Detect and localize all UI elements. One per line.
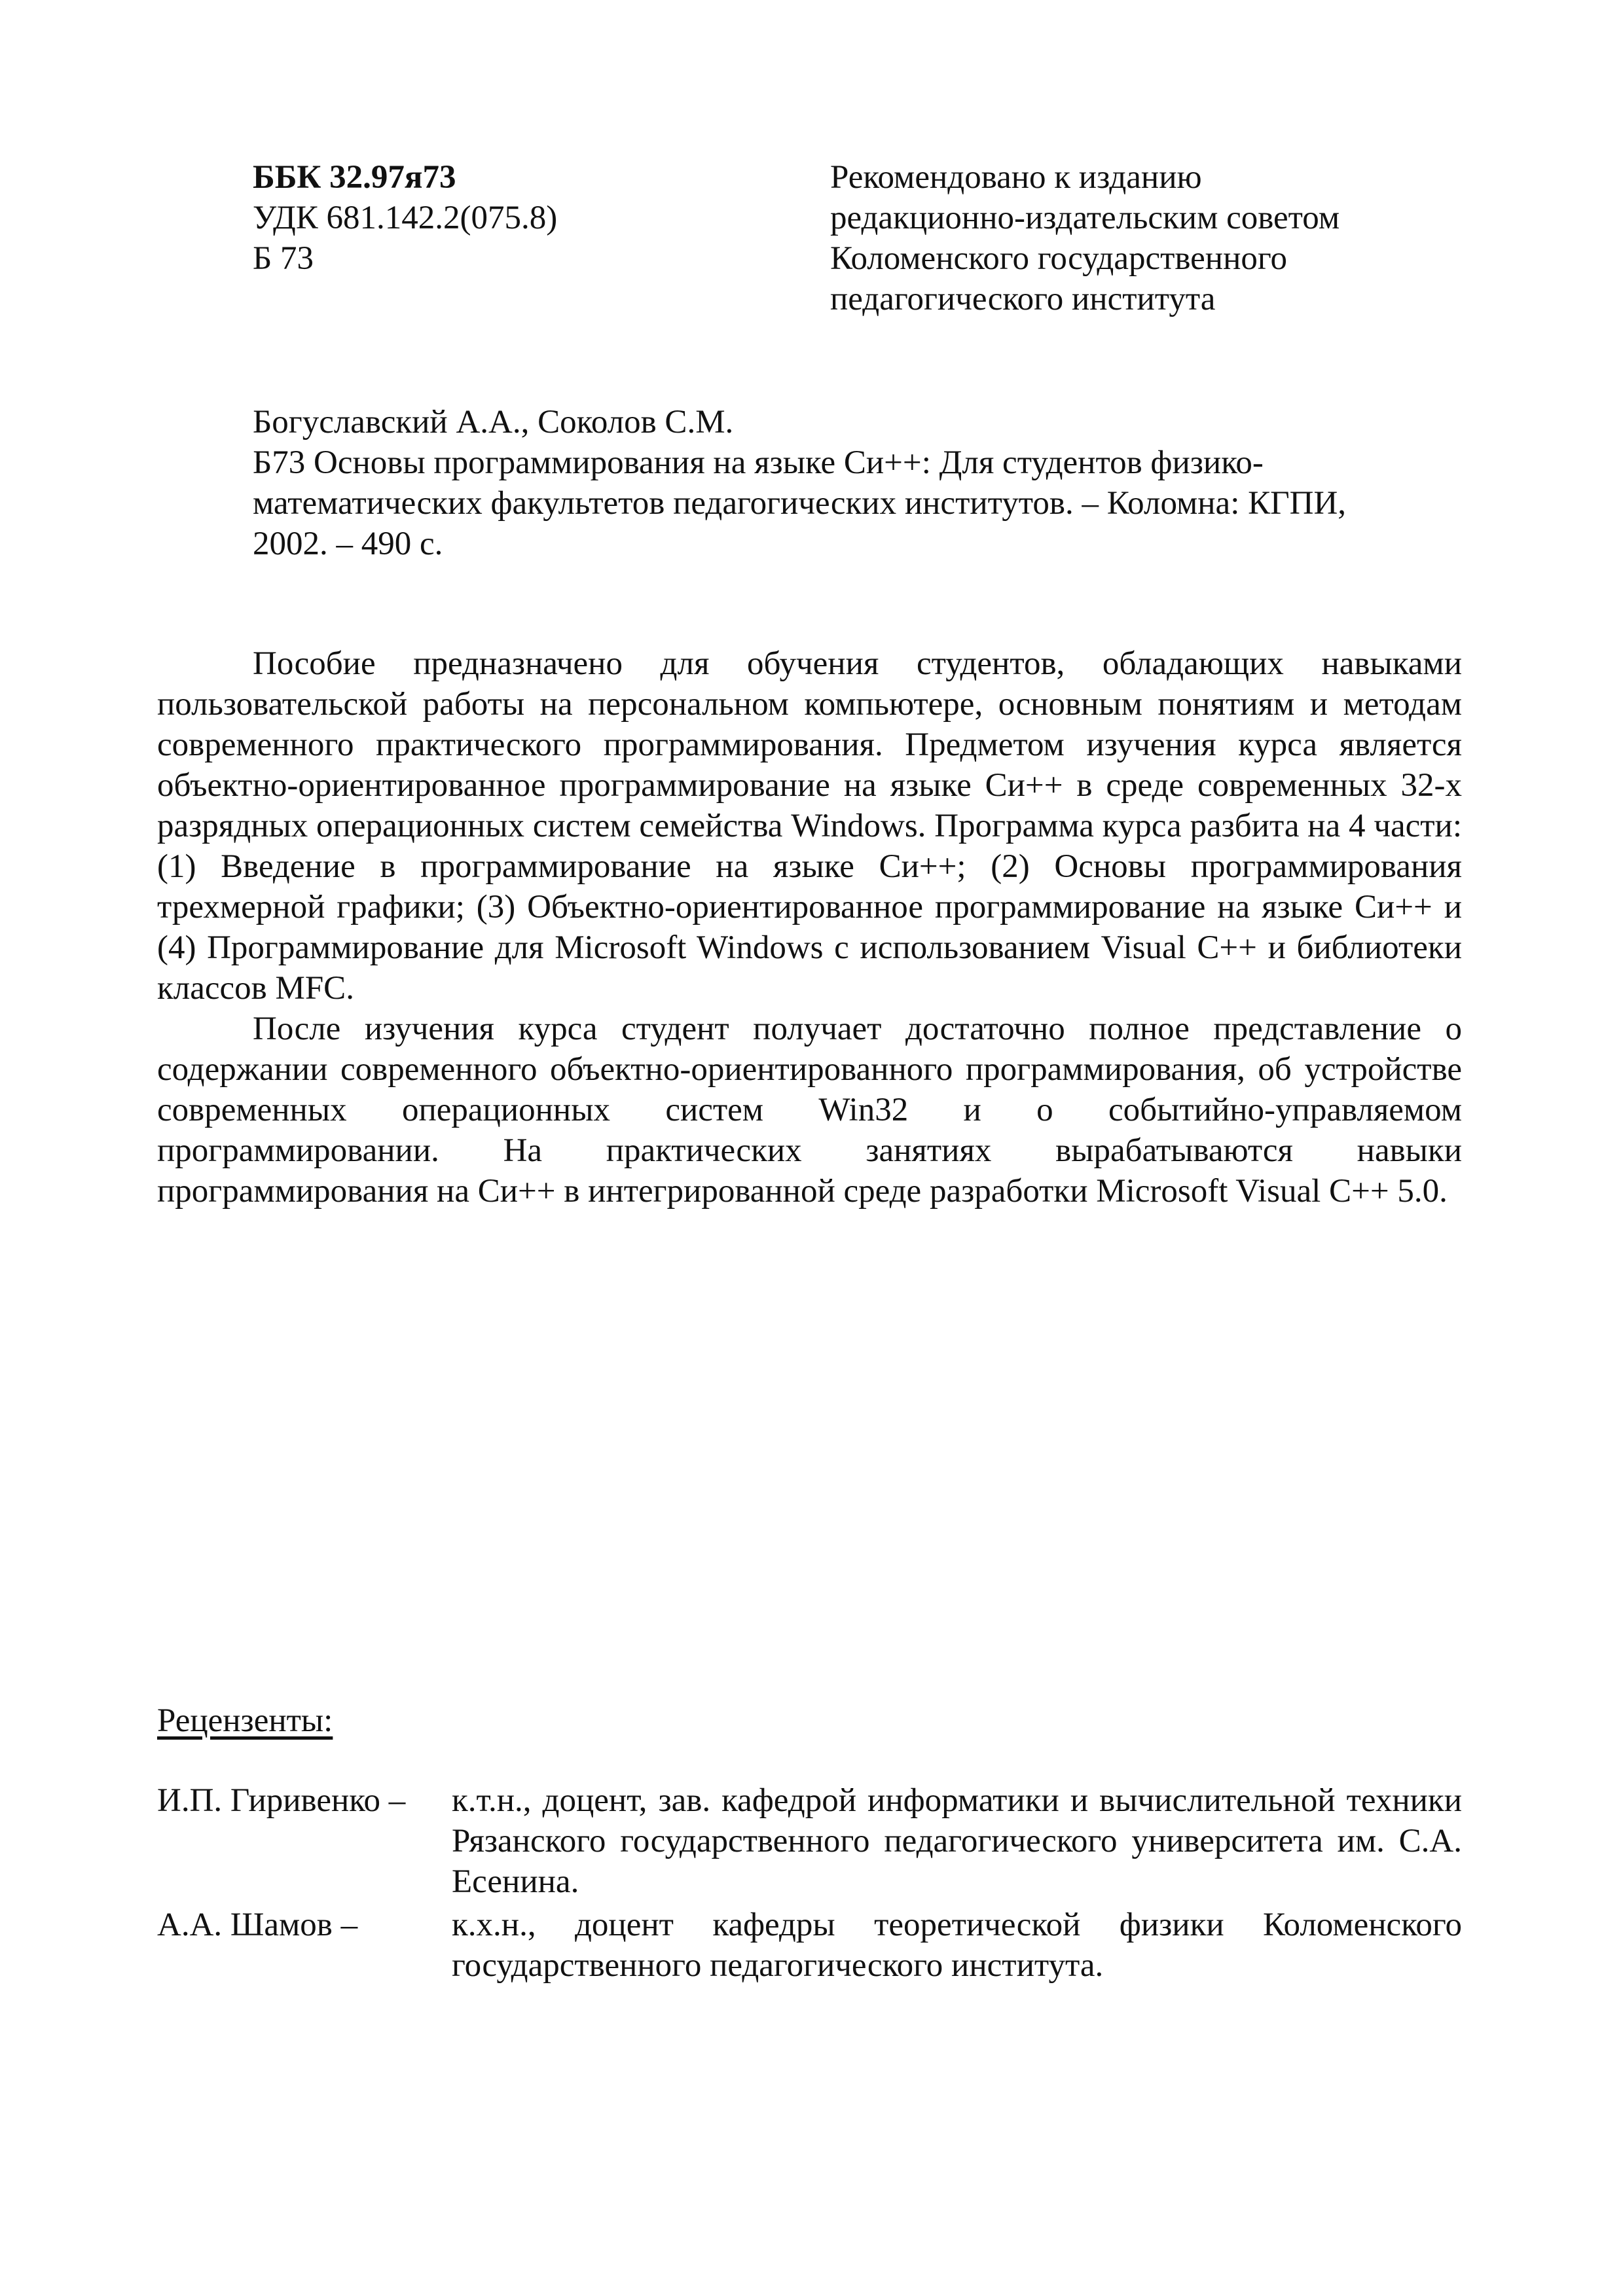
- reviewer-description: к.х.н., доцент кафедры теоретической физики Коломенского государственного педагогического института.: [452, 1907, 1462, 1984]
- recommendation-line: редакционно-издательским советом: [830, 200, 1340, 236]
- reviewer-name: И.П. Гиривенко –: [157, 1782, 406, 1819]
- reviewer-description: к.т.н., доцент, зав. кафедрой информатики и вычислительной техники Рязанского государственного педагогического университета им. С.А. Есенина.: [452, 1782, 1462, 1900]
- bibliographic-line: 2002. – 490 с.: [253, 526, 443, 562]
- recommendation-block: [830, 157, 1485, 319]
- udk-code: УДК 681.142.2(075.8): [253, 200, 558, 236]
- bbk-code: ББК 32.97я73: [253, 159, 456, 196]
- reviewers-heading: Рецензенты:: [157, 1702, 333, 1739]
- recommendation-line: Коломенского государственного: [830, 240, 1288, 277]
- authors: Богуславский А.А., Соколов С.М.: [253, 404, 734, 440]
- bibliographic-line: Б73 Основы программирования на языке Си++: Для студентов физико-: [253, 444, 1264, 481]
- abstract-paragraph: После изучения курса студент получает достаточно полное представление о содержании современного объектно-ориентированного программирования, об устройстве современных операционных систем Win32 и о событийно-управляемом программировании. На практических занятиях вырабатываются навыки программирования на Си++ в интегрированной среде разработки Microsoft Visual C++ 5.0.: [157, 1011, 1462, 1210]
- reviewer-name: А.А. Шамов –: [157, 1907, 358, 1943]
- bibliographic-record: [253, 402, 1462, 564]
- recommendation-line: Рекомендовано к изданию: [830, 159, 1202, 196]
- bibliographic-line: математических факультетов педагогических институтов. – Коломна: КГПИ,: [253, 485, 1347, 522]
- abstract: [157, 643, 1462, 1211]
- classification-block: [253, 157, 711, 279]
- author-mark: Б 73: [253, 240, 314, 277]
- abstract-paragraph: Пособие предназначено для обучения студентов, обладающих навыками пользовательской работы на персональном компьютере, основным понятиям и методам современного практического программирования. Предметом изучения курса является объектно-ориентированное программирование на языке Си++ в среде современных 32-х разрядных операционных систем семейства Windows. Программа курса разбита на 4 части: (1) Введение в программирование на языке Си++; (2) Основы программирования трехмерной графики; (3) Объектно-ориентированное программирование на языке Си++ и (4) Программирование для Microsoft Windows с использованием Visual C++ и библиотеки классов MFC.: [157, 645, 1462, 1007]
- recommendation-line: педагогического института: [830, 281, 1216, 317]
